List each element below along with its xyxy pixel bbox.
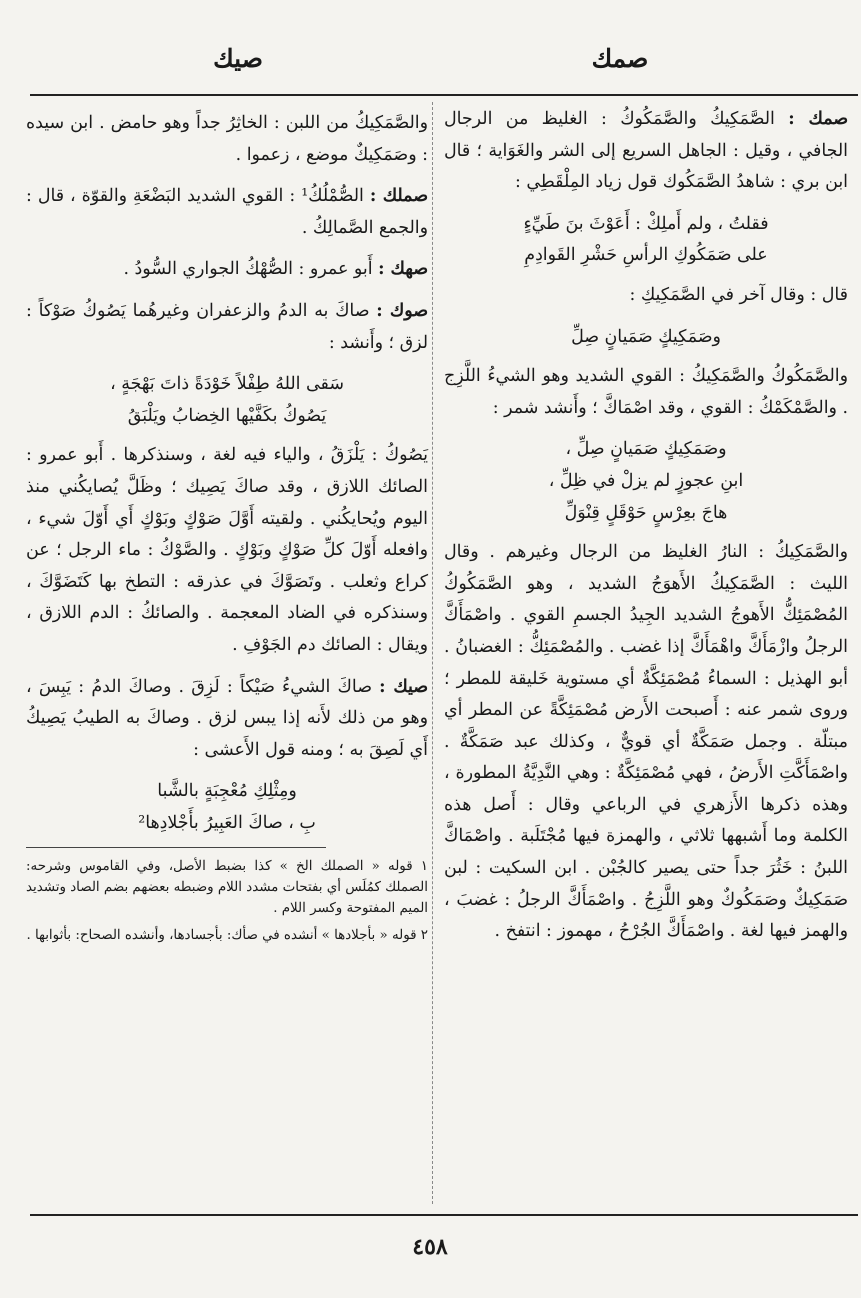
headword: صهك : (378, 259, 428, 280)
verse-1 (444, 209, 848, 272)
paragraph: والصَّمَكِيكُ : النارُ الغليظ من الرجال وغيرهم . وقال الليث : الصَّمَكِيكُ الأَهوَجُ الشديد ، وهو الصَّمَكُوكُ المُصْمَئِكُّ الأَهوجُ الشديد الجِيدُ الجسمِ القوي . واصْمَأَكَّ الرجلُ وازْمَأَكَّ واهْمَأَكَّ إذا غضب . والمُصْمَئِكُّ : الغضبانُ . أبو الهذيل : السماءُ مُصْمَئِكَّةٌ أي مستوية خَليقة للمطر ؛ وروى شمر عنه : أَصبحت الأَرض مُصْمَئِكَّةً عن المطر أي مبتلّة . وجمل صَمَكَّةٌ أي قويٌّ ، وكذلك عبد صَمَكَّةٌ . واصْمَأَكَّتِ الأَرضُ ، فهي مُصْمَئِكَّةٌ : وهي النَّدِيَّةُ المطورة ، وهذه ذكرها الأَزهري في الرباعي وقال : أَصل هذه الكلمة وما أَشبهها ثلاثي ، والهمزة فيها مُجْتَلَبة . واصْمَاكَّ اللبنُ : خَثُرَ جداً حتى يصير كالجُبْن . ابن السكيت : لبن صَمَكِيكٌ وصَمَكُوكٌ وهو اللَّزِجُ . واصْمَأَكَّ الرجلُ : غضبَ ، والهمز فيها لغة . واصْمَأَكَّ الجُرْحُ ، مهموز : انتفخ . (444, 542, 848, 942)
verse-3 (444, 434, 848, 529)
paragraph: قال : وقال آخر في الصَّمَكِيكِ : (629, 284, 848, 305)
right-column (444, 104, 848, 958)
verse-line: وصَمَكِيكٍ صَمَيانٍ صِلِّ (571, 326, 721, 347)
left-column (26, 108, 428, 952)
entry-text: الصُّمْلُكُ¹ : القوي الشديد البَضْعَةِ والقوّة ، قال : والجمع الصَّمالِكُ . (26, 186, 428, 238)
footnote-rule (26, 847, 326, 848)
header-rule (30, 94, 858, 96)
running-header-right: صمك (591, 44, 649, 73)
entry-text: صاكَ الشيءُ صَيْكاً : لَزِقَ . وصاكَ الدمُ : يَبِسَ ، وهو من ذلك لأَنه إذا يبس لزق . وصاكَ به الطيبُ يَصِيكُ أَي لَصِقَ به ؛ ومنه قول الأَعشى : (26, 676, 428, 760)
verse-line: يَصُوكُ بكَفَّيْها الخِضابُ ويَلْبَقُ (127, 405, 327, 426)
column-divider (432, 102, 433, 1204)
verse-sawk (26, 369, 428, 432)
entry-samak (444, 104, 848, 199)
verse-line: بِ ، صاكَ العَبِيرُ بأَجْلادِها² (138, 812, 316, 833)
headword: صيك : (379, 676, 428, 697)
verse-line: هاجَ بعِرْسٍ حَوْقَلٍ قِنْوَلِّ (564, 502, 728, 523)
footnote: ٢ قوله « بأجلادها » أنشده في صأك: بأجسادها، وأنشده الصحاح: بأثوابها . (26, 928, 428, 944)
verse-sayk (26, 776, 428, 839)
verse-line: فقلتُ ، ولم أَملِكْ : أَعَوْثَ بنَ طَيِّءٍ (523, 213, 769, 234)
footnote: ١ قوله « الصملك الخ » كذا بضبط الأصل، وفي القاموس وشرحه: الصملك كمُلَس أي بفتحات مشدد اللام وضبطه بعضهم بضم الصاد وتشديد الميم المفتوحة وكسر اللام . (26, 859, 428, 917)
entry-sayk (26, 672, 428, 767)
entry-sawk (26, 296, 428, 359)
entry-text: أَبو عمرو : الصُّهْكُ الجواري السُّودُ . (123, 259, 373, 280)
running-header-left: صيك (213, 44, 263, 73)
verse-line: وصَمَكِيكٍ صَمَيانٍ صِلِّ ، (565, 439, 727, 460)
entry-text: صاكَ به الدمُ والزعفران وغيرهُما يَصُوكُ صَوْكاً : لزق ؛ وأَنشد : (26, 300, 428, 353)
page-number: ٤٥٨ (412, 1234, 448, 1260)
paragraph: يَصُوكُ : يَلْزَقُ ، والياء فيه لغة ، وسنذكرها . أَبو عمرو : الصائك اللازق ، وقد صاكَ يَصِيك ؛ وظَلَّ يُصايكُني منذ اليوم ويُحايكُني . ولقيته أَوَّلَ صَوْكٍ وبَوْكٍ أَي أَوّلَ شيء ، وافعله أَوّلَ كلِّ صَوْكٍ وبَوْكٍ . والصَّوْكُ : ماء الرجل ؛ عن كراع وثعلب . وتَصَوَّكَ في عذرقه : التطخ بها كَتَضَوَّكَ ، وسنذكره في الضاد المعجمة . والصائكُ : الدم اللازق ، ويقال : الصائك دم الجَوْفِ . (26, 445, 428, 655)
verse-line: سَقى اللهُ طِفْلاً خَوْدَةً ذاتَ بَهْجَةٍ ، (110, 374, 344, 395)
verse-line: ومِثْلِكِ مُعْجِبَةٍ بالشَّبا (157, 781, 297, 802)
headword: صملك : (369, 186, 428, 207)
verse-2 (444, 322, 848, 354)
verse-line: ابنِ عجوزٍ لم يزلْ في ظِلِّ ، (548, 470, 744, 491)
paragraph: والصَّمَكُوكُ والصَّمَكِيكُ : القوي الشديد وهو الشيءُ اللَّزِج . والصَّمْكَمْكُ : القوي ، وقد اصْمَاكَّ ؛ وأَنشد شمر : (444, 366, 848, 418)
headword: صمك : (788, 109, 849, 129)
entry-samlak (26, 181, 428, 244)
verse-line: على صَمَكُوكِ الرأسِ حَشْرِ القَوادِمِ (524, 245, 768, 266)
paragraph: والصَّمَكِيكُ من اللبن : الخاثِرُ جداً وهو حامض . ابن سيده : وصَمَكِيكٌ موضع ، زعموا . (26, 113, 428, 165)
entry-sahak (26, 254, 428, 286)
headword: صوك : (376, 300, 428, 321)
entry-text: الصَّمَكِيكُ والصَّمَكُوكُ : الغليظ من الرجال الجافي ، وقيل : الجاهل السريع إلى الشر والغَوَاية ؛ قال ابن بري : شاهدُ الصَّمَكُوك قول زياد المِلْقَطِي : (444, 109, 848, 193)
footer-rule (30, 1214, 858, 1216)
